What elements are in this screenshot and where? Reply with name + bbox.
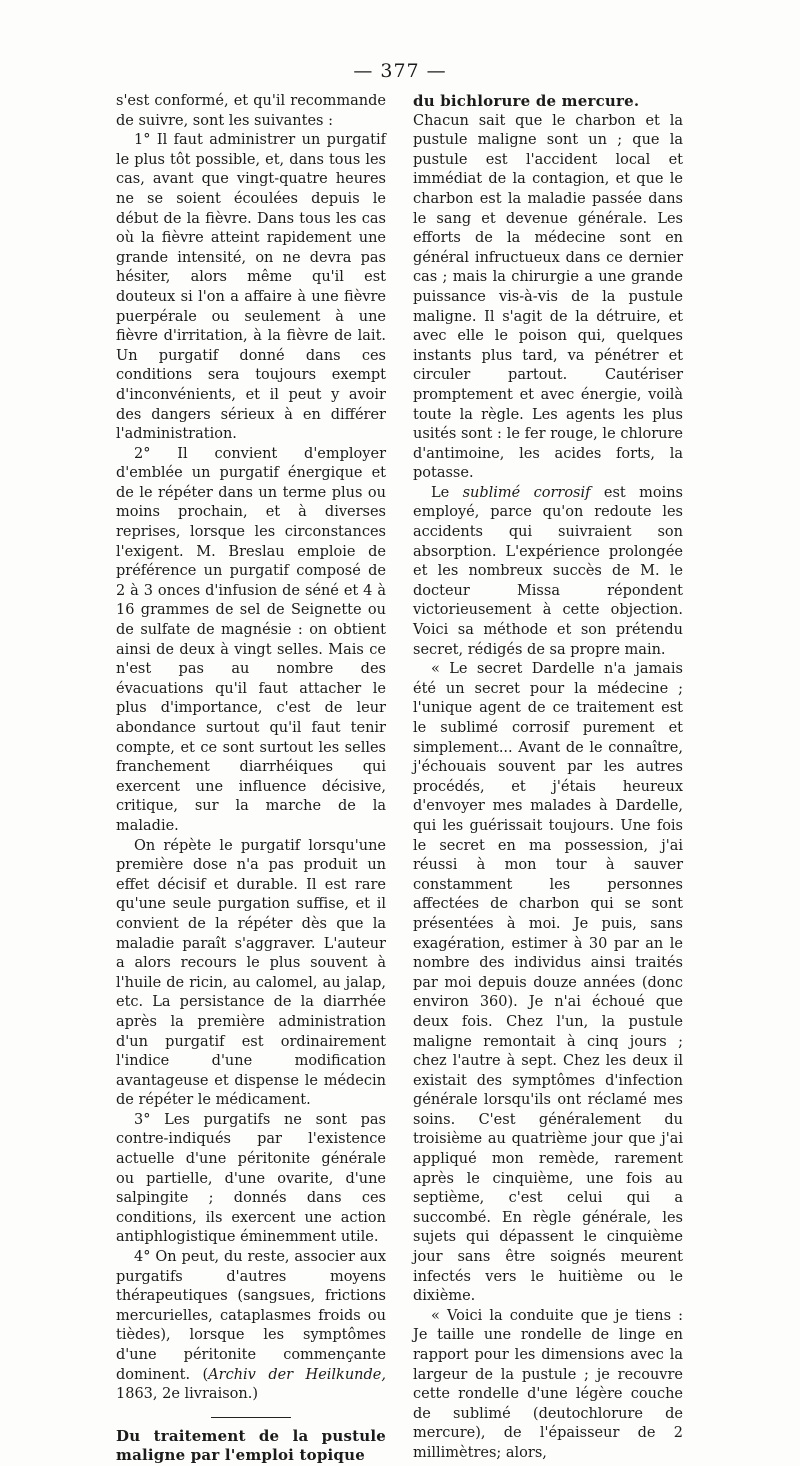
right-column [413, 92, 683, 1464]
paragraph: 3° Les purgatifs ne sont pas contre-indiqués par l'existence actuelle d'une péritonite générale ou partielle, d'une ovarite, d'une salpingite ; donnés dans ces conditions, ils exercent une action antiphlogistique éminemment utile. [116, 1111, 386, 1246]
paragraph: « Voici la conduite que je tiens : Je taille une rondelle de linge en rapport pour les dimensions avec la largeur de la pustule ; je recouvre cette rondelle d'une légère couche de sublimé (deutochlorure de mercure), de l'épaisseur de 2 millimètres; alors, [413, 1307, 683, 1461]
paragraph-text: est moins employé, parce qu'on redoute les accidents qui suivraient son absorption. L'expérience prolongée et les nombreux succès de M. le docteur Missa répondent victorieusement à cette objection. Voici sa méthode et son prétendu secret, rédigés de sa propre main. [413, 484, 683, 658]
source-citation: Archiv der Heilkunde, [208, 1366, 386, 1383]
emphasized-term: sublimé corrosif [462, 484, 591, 501]
paragraph [413, 484, 683, 660]
paragraph [116, 1248, 386, 1405]
section-heading-continued: du bichlorure de mercure. [413, 92, 640, 110]
paragraph: On répète le purgatif lorsqu'une première dose n'a pas produit un effet décisif et durable. Il est rare qu'une seule purgation suffise, et il convient de la répéter dès que la maladie paraît s'aggraver. L'auteur a alors recours le plus souvent à l'huile de ricin, au calomel, au jalap, etc. La persistance de la diarrhée après la première administration d'un purgatif est ordinairement l'indice d'une modification avantageuse et dispense le médecin de répéter le médicament. [116, 837, 386, 1109]
paragraph-text: 4° On peut, du reste, associer aux purgatifs d'autres moyens thérapeutiques (sangsues, frictions mercurielles, cataplasmes froids ou tièdes), lorsque les symptômes d'une péritonite commençante dominent. ( [116, 1249, 386, 1383]
paragraph: « Le secret Dardelle n'a jamais été un secret pour la médecine ; l'unique agent de ce traitement est le sublimé corrosif purement et simplement... Avant de le connaître, j'échouais souvent par les autres procédés, et j'étais heureux d'envoyer mes malades à Dardelle, qui les guérissait toujours. Une fois le secret en ma possession, j'ai réussi à mon tour à sauver constamment les personnes affectées de charbon qui se sont présentées à moi. Je puis, sans exagération, estimer à 30 par an le nombre des individus ainsi traités par moi depuis douze années (donc environ 360). Je n'ai échoué que deux fois. Chez l'un, la pustule maligne remontait à cinq jours ; chez l'autre à sept. Chez les deux il existait des symptômes d'infection générale lorsqu'ils ont réclamé mes soins. C'est généralement du troisième au quatrième jour que j'ai appliqué mon remède, rarement après le cinquième, une fois au septième, c'est celui qui a succombé. En règle générale, les sujets qui dépassent le cinquième jour sans être soignés meurent infectés vers le huitième ou le dixième. [413, 661, 683, 1305]
page-number: — 377 — [353, 60, 447, 82]
paragraph-text: 1863, 2e livraison.) [116, 1386, 258, 1403]
section-heading: Du traitement de la pustule maligne par l'emploi topique [116, 1426, 386, 1465]
left-column [116, 92, 386, 1466]
paragraph: 2° Il convient d'employer d'emblée un purgatif énergique et de le répéter dans un terme plus ou moins prochain, et à diverses reprises, lorsque les circonstances l'exigent. M. Breslau emploie de préférence un purgatif composé de 2 à 3 onces d'infusion de séné et 4 à 16 grammes de sel de Seignette ou de sulfate de magnésie : on obtient ainsi de deux à vingt selles. Mais ce n'est pas au nombre des évacuations qu'il faut attacher le plus d'importance, c'est de leur abondance surtout qu'il faut tenir compte, et ce sont surtout les selles franchement diarrhéiques qui exercent une influence décisive, critique, sur la marche de la maladie. [116, 445, 386, 834]
section-divider [211, 1417, 291, 1418]
paragraph-text: Le [431, 484, 463, 501]
paragraph: s'est conformé, et qu'il recommande de suivre, sont les suivantes : [116, 93, 386, 129]
paragraph: Chacun sait que le charbon et la pustule maligne sont un ; que la pustule est l'accident local et immédiat de la contagion, et que le charbon est la maladie passée dans le sang et devenue générale. Les efforts de la médecine sont en général infructueux dans ce dernier cas ; mais la chirurgie a une grande puissance vis-à-vis de la pustule maligne. Il s'agit de la détruire, et avec elle le poison qui, quelques instants plus tard, va pénétrer et circuler partout. Cautériser promptement et avec énergie, voilà toute la règle. Les agents les plus usités sont : le fer rouge, le chlorure d'antimoine, les acides forts, la potasse. [413, 112, 683, 482]
paragraph: 1° Il faut administrer un purgatif le plus tôt possible, et, dans tous les cas, avant que vingt-quatre heures ne se soient écoulées depuis le début de la fièvre. Dans tous les cas où la fièvre atteint rapidement une grande intensité, on ne devra pas hésiter, alors même qu'il est douteux si l'on a affaire à une fièvre puerpérale ou seulement à une fièvre d'irritation, à la fièvre de lait. Un purgatif donné dans ces conditions sera toujours exempt d'inconvénients, et il peut y avoir des dangers sérieux à en différer l'administration. [116, 132, 386, 443]
